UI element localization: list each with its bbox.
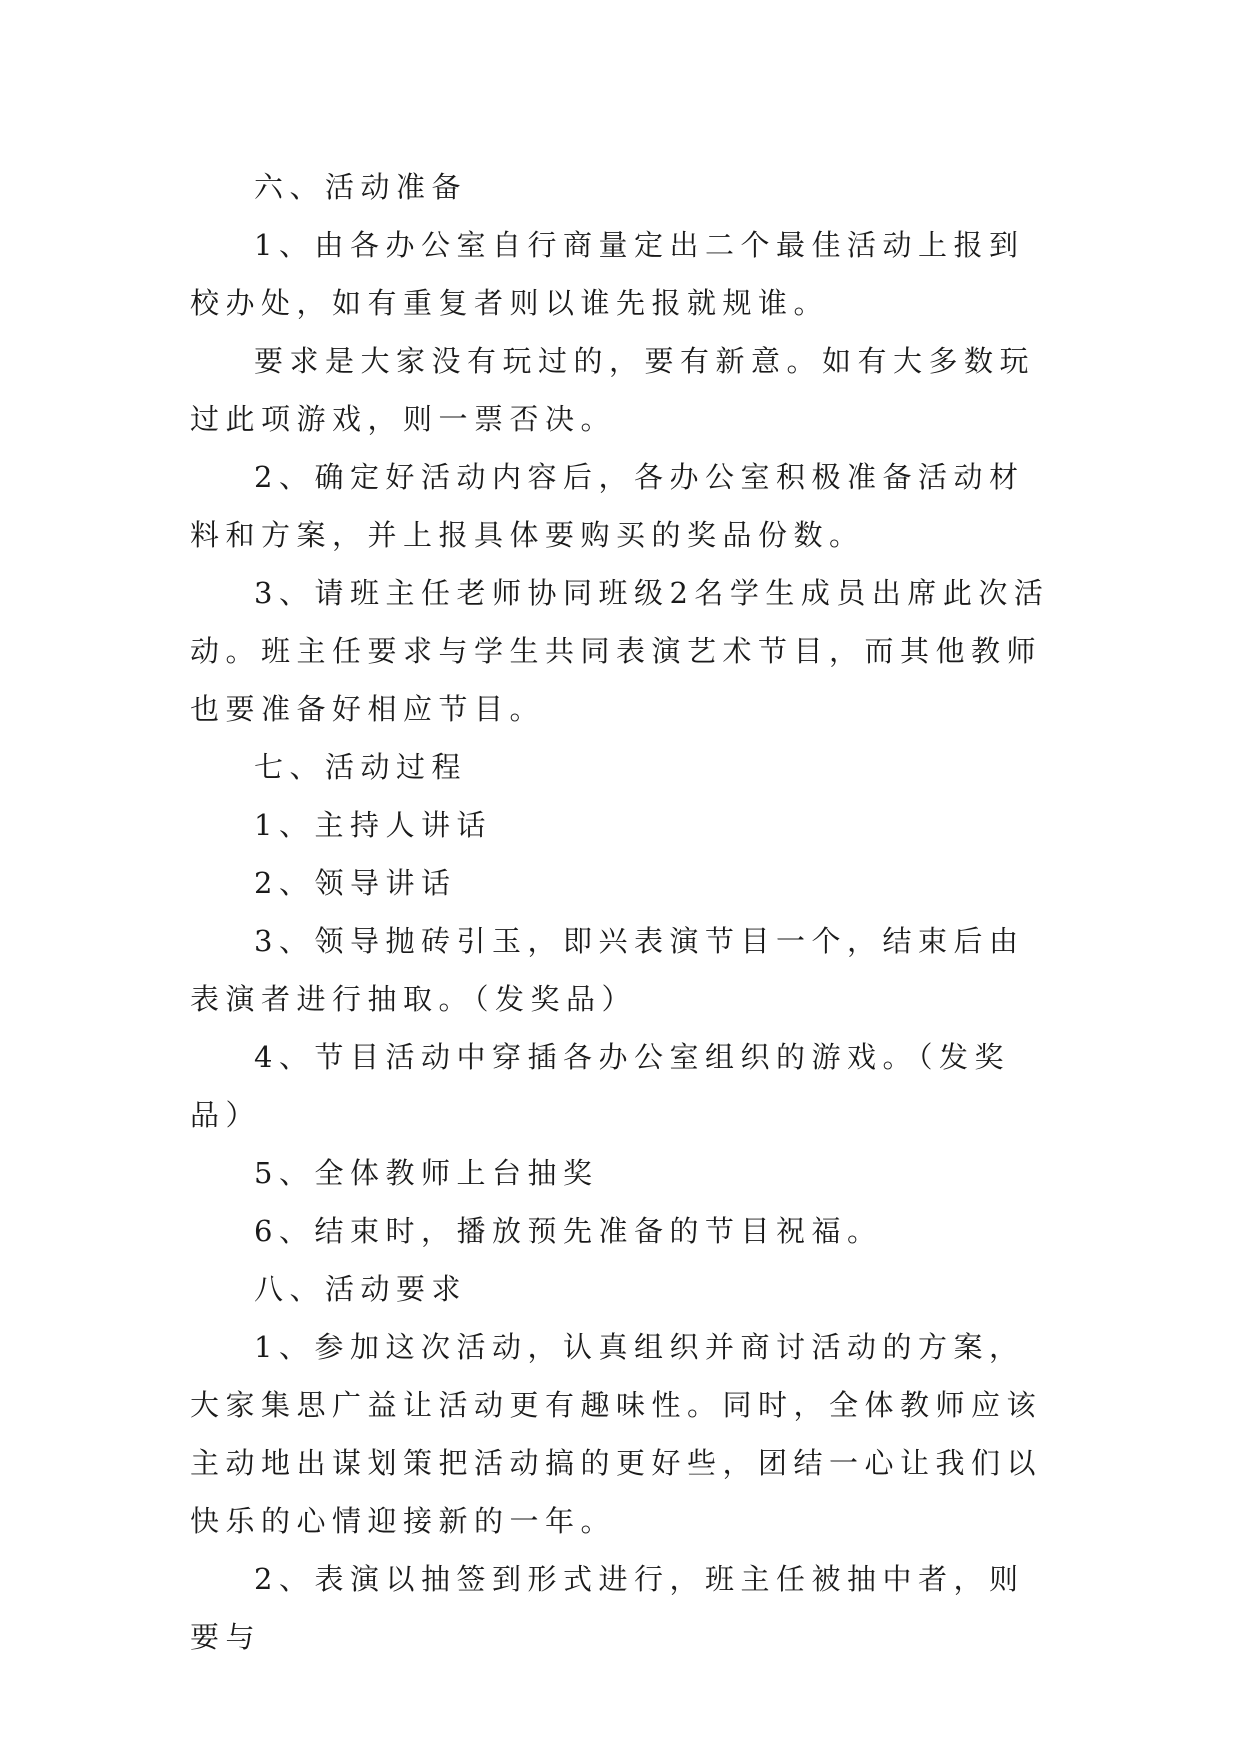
section-heading-process: 七、活动过程 xyxy=(254,750,468,784)
paragraph: 3、请班主任老师协同班级2名学生成员出席此次活动。班主任要求与学生共同表演艺术节目，而其他教师也要准备好相应节目。 xyxy=(190,576,1050,726)
paragraph: 6、结束时，播放预先准备的节目祝福。 xyxy=(254,1214,883,1248)
section-heading-requirements: 八、活动要求 xyxy=(254,1272,468,1306)
paragraph: 2、确定好活动内容后，各办公室积极准备活动材料和方案，并上报具体要购买的奖品份数。 xyxy=(190,460,1025,552)
document-body xyxy=(190,158,1054,1666)
section-heading-preparation: 六、活动准备 xyxy=(254,170,468,204)
paragraph: 要求是大家没有玩过的，要有新意。如有大多数玩过此项游戏，则一票否决。 xyxy=(190,344,1036,436)
paragraph: 4、节目活动中穿插各办公室组织的游戏。（发奖品） xyxy=(190,1040,1010,1132)
paragraph: 1、主持人讲话 xyxy=(254,808,492,842)
paragraph: 3、领导抛砖引玉，即兴表演节目一个，结束后由表演者进行抽取。（发奖品） xyxy=(190,924,1025,1016)
paragraph: 1、参加这次活动，认真组织并商讨活动的方案，大家集思广益让活动更有趣味性。同时，全体教师应该主动地出谋划策把活动搞的更好些，团结一心让我们以快乐的心情迎接新的一年。 xyxy=(190,1330,1043,1538)
paragraph: 5、全体教师上台抽奖 xyxy=(254,1156,599,1190)
paragraph: 2、领导讲话 xyxy=(254,866,457,900)
paragraph: 1、由各办公室自行商量定出二个最佳活动上报到校办处，如有重复者则以谁先报就规谁。 xyxy=(190,228,1025,320)
paragraph: 2、表演以抽签到形式进行，班主任被抽中者，则要与 xyxy=(190,1562,1025,1654)
